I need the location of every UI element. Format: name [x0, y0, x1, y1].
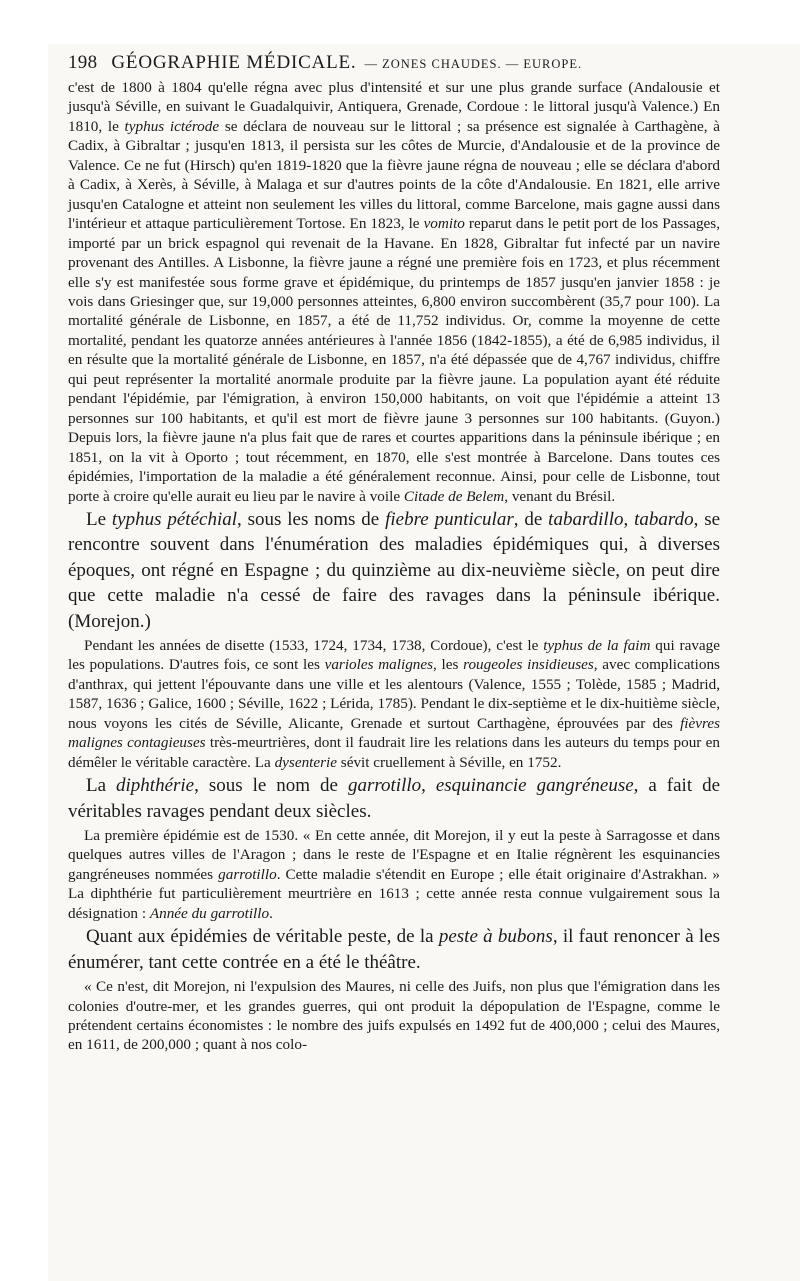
running-title: GÉOGRAPHIE MÉDICALE. — [111, 52, 357, 73]
paragraph-first-epidemic: La première épidémie est de 1530. « En cette année, dit Morejon, il y eut la peste à Sarragosse et dans quelques autres villes de l'Aragon ; dans le reste de l'Espagne et en Italie régnèrent les esquinancies gangréneuses nommées garrotillo. Cette maladie s'étendit en Europe ; elle était originaire d'Astrakhan. » La diphthérie fut particulièrement meurtrière en 1613 ; cette année resta connue vulgairement sous la désignation : Année du garrotillo. — [68, 826, 720, 922]
paragraph-diphtheria: La diphthérie, sous le nom de garrotillo, esquinancie gangréneuse, a fait de véritables ravages pendant deux siècles. — [68, 775, 721, 822]
page-body — [68, 78, 720, 1055]
paragraph-famine: Pendant les années de disette (1533, 1724, 1734, 1738, Cordoue), c'est le typhus de la faim qui ravage les populations. D'autres fois, ce sont les varioles malignes, les rougeoles insidieuses, avec complications d'anthrax, qui jettent l'épouvante dans une ville et les alentours (Valence, 1555 ; Tolède, 1585 ; Madrid, 1587, 1636 ; Galice, 1600 ; Séville, 1622 ; Lérida, 1785). Pendant le dix-septième et le dix-huitième siècle, nous voyons les cités de Séville, Alicante, Grenade et surtout Carthagène, éprouvées par des fièvres malignes contagieuses très-meurtrières, dont il faudrait lire les relations dans les auteurs du temps pour en démêler le véritable caractère. La dysenterie sévit cruellement à Séville, en 1752. — [68, 637, 721, 771]
running-subtitle: — ZONES CHAUDES. — EUROPE. — [364, 57, 583, 71]
book-page — [48, 44, 800, 1281]
paragraph-morejon-quote: « Ce n'est, dit Morejon, ni l'expulsion des Maures, ni celle des Juifs, non plus que l'émigration dans les colonies d'outre-mer, et les grandes guerres, qui ont produit la dépopulation de l'Espagne, comme le prétendent certains économistes : le nombre des juifs expulsés en 1492 fut de 400,000 ; celui des Maures, en 1611, de 200,000 ; quant à nos colo- — [68, 978, 720, 1054]
paragraph-typhus: Le typhus pétéchial, sous les noms de fiebre punticular, de tabardillo, tabardo, se rencontre souvent dans l'énumération des maladies épidémiques qui, à diverses époques, ont régné en Espagne ; du quinzième au dix-neuvième siècle, on peut dire que cette maladie n'a cessé de faire des ravages dans la péninsule ibérique. (Morejon.) — [68, 508, 721, 632]
running-header — [68, 52, 738, 74]
page-number: 198 — [68, 52, 98, 73]
paragraph-plague: Quant aux épidémies de véritable peste, de la peste à bubons, il faut renoncer à les énumérer, tant cette contrée en a été le théâtre. — [68, 926, 720, 973]
paragraph-yellow-fever: c'est de 1800 à 1804 qu'elle régna avec plus d'intensité et sur une plus grande surface (Andalousie et jusqu'à Séville, en suivant le Guadalquivir, Antiquera, Grenade, Cordoue : le littoral jusqu'à Valence.) En 1810, le typhus ictérode se déclara de nouveau sur le littoral ; sa présence est signalée à Carthagène, à Cadix, à Gibraltar ; jusqu'en 1813, il persista sur les côtes de Murcie, d'Andalousie et de la province de Valence. Ce ne fut (Hirsch) qu'en 1819-1820 que la fièvre jaune régna de nouveau ; elle se déclara d'abord à Cadix, à Xerès, à Séville, à Malaga et sur d'autres points de la côte d'Andalousie. En 1821, elle arrive jusqu'en Catalogne et atteint non seulement les villes du littoral, comme Barcelone, mais gagne aussi dans l'intérieur et attaque particulièrement Tortose. En 1823, le vomito reparut dans le petit port de los Passages, importé par un brick espagnol qui revenait de la Havane. En 1828, Gibraltar fut infecté par un navire provenant des Antilles. A Lisbonne, la fièvre jaune a régné une première fois en 1723, et plus récemment elle s'y est manifestée sous forme grave et épidémique, du printemps de 1857 jusqu'en janvier 1858 : je vois dans Griesinger que, sur 19,000 personnes atteintes, 6,800 environ succombèrent (35,7 pour 100). La mortalité générale de Lisbonne, en 1857, a été de 11,752 individus. Or, comme la moyenne de cette mortalité, pendant les quatorze années antérieures à l'année 1856 (1842-1855), a été de 6,985 individus, il en résulte que la mortalité générale de Lisbonne, en 1857, n'a été dépassée que de 4,767 individus, chiffre qui peut représenter la mortalité anormale produite par la fièvre jaune. La population ayant été réduite pendant l'épidémie, par l'émigration, à environ 150,000 habitants, on voit que l'épidémie a atteint 13 personnes sur 100 habitants, et qu'il est mort de fièvre jaune 3 personnes sur 100 habitants. (Guyon.) Depuis lors, la fièvre jaune n'a plus fait que de rares et courtes apparitions dans la péninsule ibérique ; en 1851, on la vit à Oporto ; tout récemment, en 1870, elle s'est montrée à Barcelone. Dans toutes ces épidémies, l'importation de la maladie a été généralement reconnue. Ainsi, pour celle de Lisbonne, tout porte à croire qu'elle aurait eu lieu par le navire à voile Citade de Belem, venant du Brésil. — [68, 79, 720, 505]
